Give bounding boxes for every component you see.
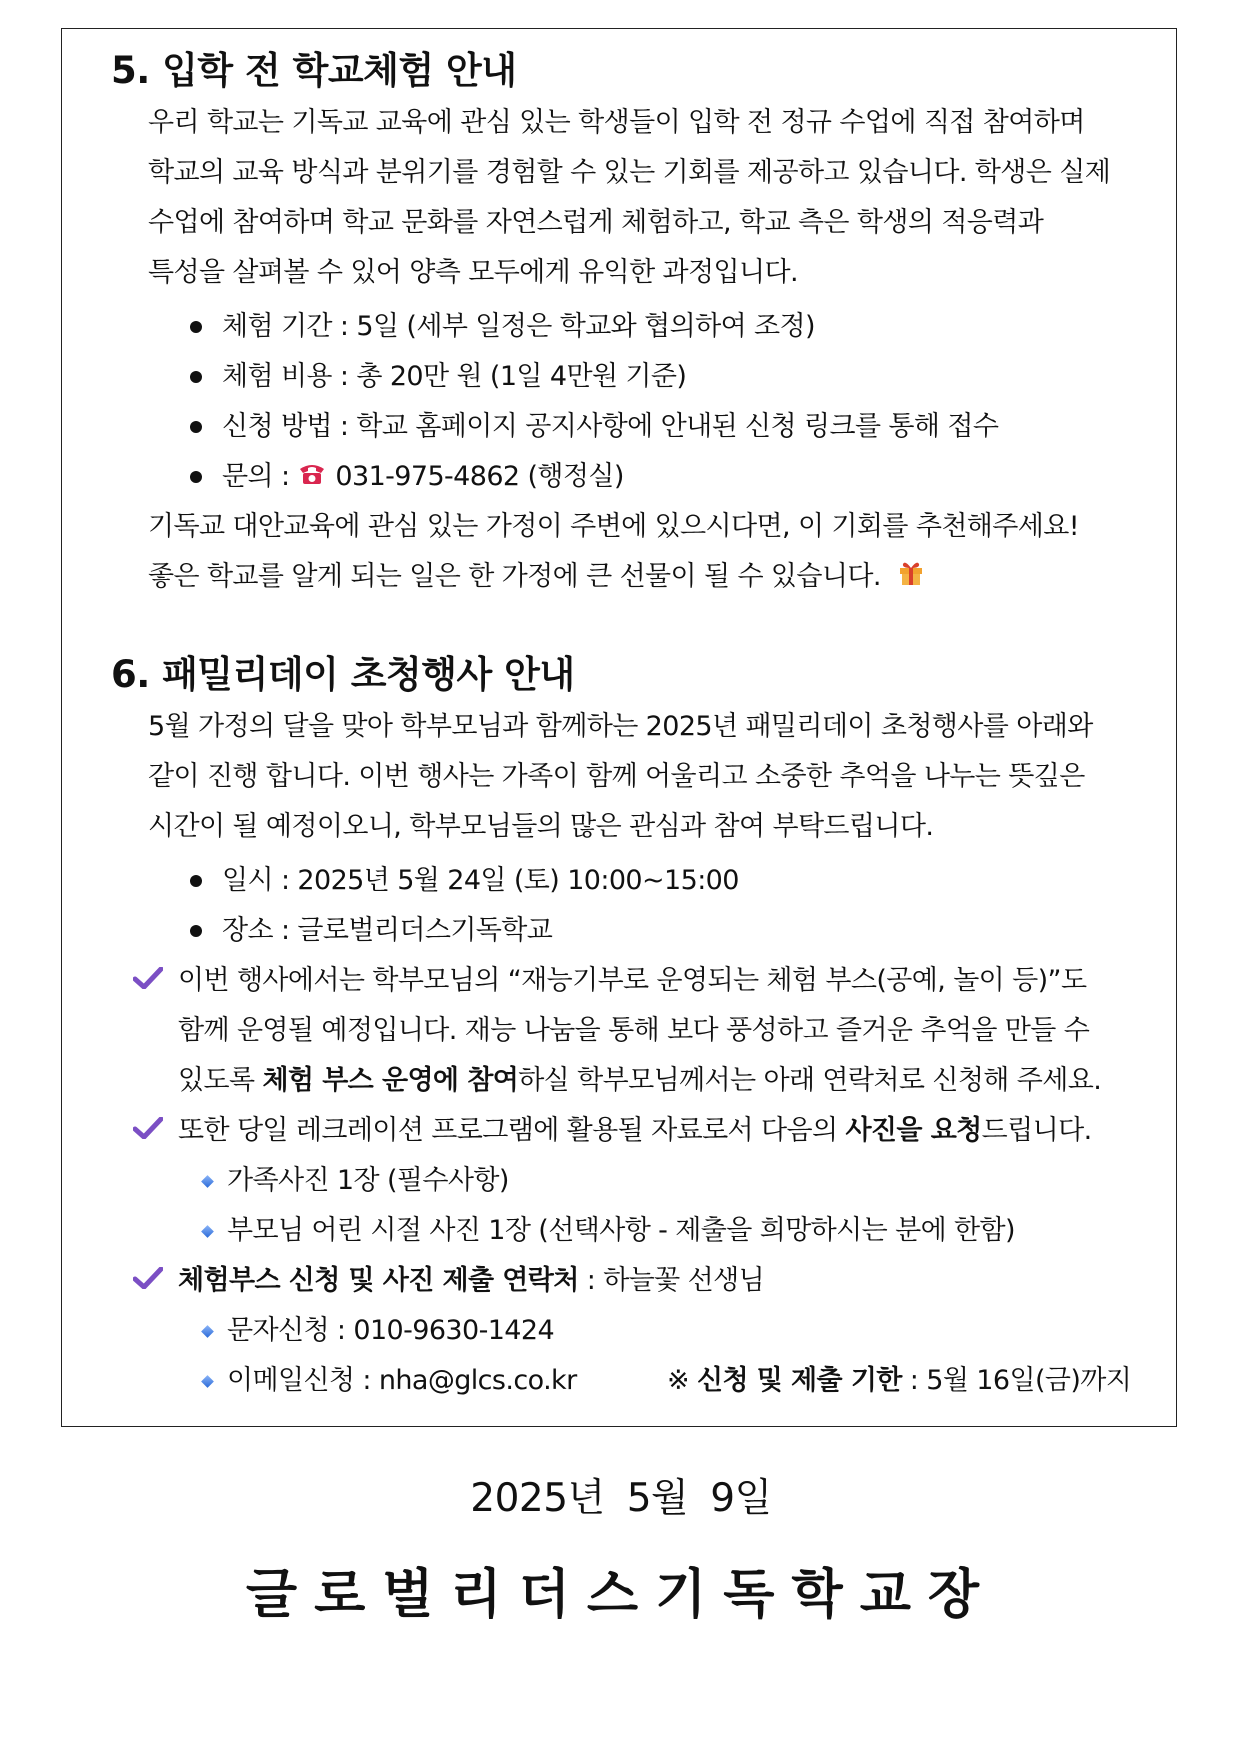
- date-month: 5월: [626, 1476, 689, 1521]
- section5-bullet-period: 체험 기간 : 5일 (세부 일정은 학교와 협의하여 조정): [222, 311, 815, 342]
- date-year: 2025년: [470, 1476, 605, 1521]
- photo-item-family: 가족사진 1장 (필수사항): [227, 1165, 509, 1196]
- check1-text-post: 하실 학부모님께서는 아래 연락처로 신청해 주세요.: [518, 1065, 1102, 1096]
- contact-sms: 문자신청 : 010-9630-1424: [227, 1315, 555, 1346]
- section5-heading: 5. 입학 전 학교체험 안내: [111, 49, 517, 92]
- check1-line-1: 이번 행사에서는 학부모님의 “재능기부로 운영되는 체험 부스(공예, 놀이 등)”도: [178, 965, 1087, 996]
- section5-line-3: 수업에 참여하며 학교 문화를 자연스럽게 체험하고, 학교 측은 학생의 적응력과: [148, 207, 1044, 238]
- section5-line-2: 학교의 교육 방식과 분위기를 경험할 수 있는 기회를 제공하고 있습니다. 학생은 실제: [148, 157, 1111, 188]
- bullet-dot: [190, 925, 202, 937]
- check-mark-icon: [133, 1267, 163, 1289]
- check1-emphasis: 체험 부스 운영에 참여: [262, 1065, 519, 1096]
- check2-text-post: 드립니다.: [981, 1115, 1092, 1146]
- section5-line-1: 우리 학교는 기독교 교육에 관심 있는 학생들이 입학 전 정규 수업에 직접 참여하며: [148, 107, 1085, 138]
- check3-emphasis: 체험부스 신청 및 사진 제출 연락처: [178, 1265, 579, 1296]
- contact-email: 이메일신청 : nha@glcs.co.kr: [227, 1365, 577, 1396]
- check3-text: : 하늘꽃 선생님: [578, 1265, 765, 1296]
- section6-line-1: 5월 가정의 달을 맞아 학부모님과 함께하는 2025년 패밀리데이 초청행사를 아래와: [148, 711, 1093, 742]
- contact-label: 문의 :: [222, 461, 290, 492]
- section6-heading: 6. 패밀리데이 초청행사 안내: [111, 653, 575, 696]
- section6-line-3: 시간이 될 예정이오니, 학부모님들의 많은 관심과 참여 부탁드립니다.: [148, 811, 934, 842]
- check2-line: [178, 1106, 1092, 1156]
- section5-closing-1: 기독교 대안교육에 관심 있는 가정이 주변에 있으시다면, 이 기회를 추천해주세요!: [148, 511, 1079, 542]
- closing-text: 좋은 학교를 알게 되는 일은 한 가정에 큰 선물이 될 수 있습니다.: [148, 561, 881, 592]
- gift-icon: [897, 553, 925, 603]
- section6-line-2: 같이 진행 합니다. 이번 행사는 가족이 함께 어울리고 소중한 추억을 나누는 뜻깊은: [148, 761, 1085, 792]
- section5-bullet-apply: 신청 방법 : 학교 홈페이지 공지사항에 안내된 신청 링크를 통해 접수: [222, 411, 999, 442]
- principal-signature: 글로벌리더스기독학교장: [245, 1564, 997, 1625]
- check1-text: 있도록: [178, 1065, 263, 1096]
- date-day: 9일: [710, 1476, 772, 1521]
- photo-item-parents: 부모님 어린 시절 사진 1장 (선택사항 - 제출을 희망하시는 분에 한함): [227, 1215, 1015, 1246]
- bullet-dot: [190, 875, 202, 887]
- bullet-dot: [190, 321, 202, 333]
- check2-emphasis: 사진을 요청: [845, 1115, 982, 1146]
- bullet-dot: [190, 371, 202, 383]
- contact-value: 031-975-4862 (행정실): [335, 461, 624, 492]
- section6-bullet-datetime: 일시 : 2025년 5월 24일 (토) 10:00~15:00: [222, 865, 739, 896]
- check-mark-icon: [133, 1117, 163, 1139]
- section6-bullet-place: 장소 : 글로벌리더스기독학교: [222, 915, 553, 946]
- section5-line-4: 특성을 살펴볼 수 있어 양측 모두에게 유익한 과정입니다.: [148, 257, 798, 288]
- section5-bullet-cost: 체험 비용 : 총 20만 원 (1일 4만원 기준): [222, 361, 687, 392]
- deadline-label: 신청 및 제출 기한: [697, 1365, 902, 1396]
- telephone-icon: [297, 453, 327, 503]
- reference-mark: ※: [667, 1365, 698, 1396]
- bullet-dot: [190, 421, 202, 433]
- deadline-note: [667, 1356, 1131, 1406]
- check2-text: 또한 당일 레크레이션 프로그램에 활용될 자료로서 다음의: [178, 1115, 846, 1146]
- check-mark-icon: [133, 967, 163, 989]
- issue-date: [0, 1467, 1242, 1523]
- check1-line-3: [178, 1056, 1101, 1106]
- section5-bullet-contact: [222, 452, 624, 503]
- check1-line-2: 함께 운영될 예정입니다. 재능 나눔을 통해 보다 풍성하고 즐거운 추억을 만들 수: [178, 1015, 1090, 1046]
- deadline-value: : 5월 16일(금)까지: [901, 1365, 1132, 1396]
- bullet-dot: [190, 471, 202, 483]
- section5-closing-2: [148, 552, 925, 603]
- check3-line: [178, 1256, 764, 1306]
